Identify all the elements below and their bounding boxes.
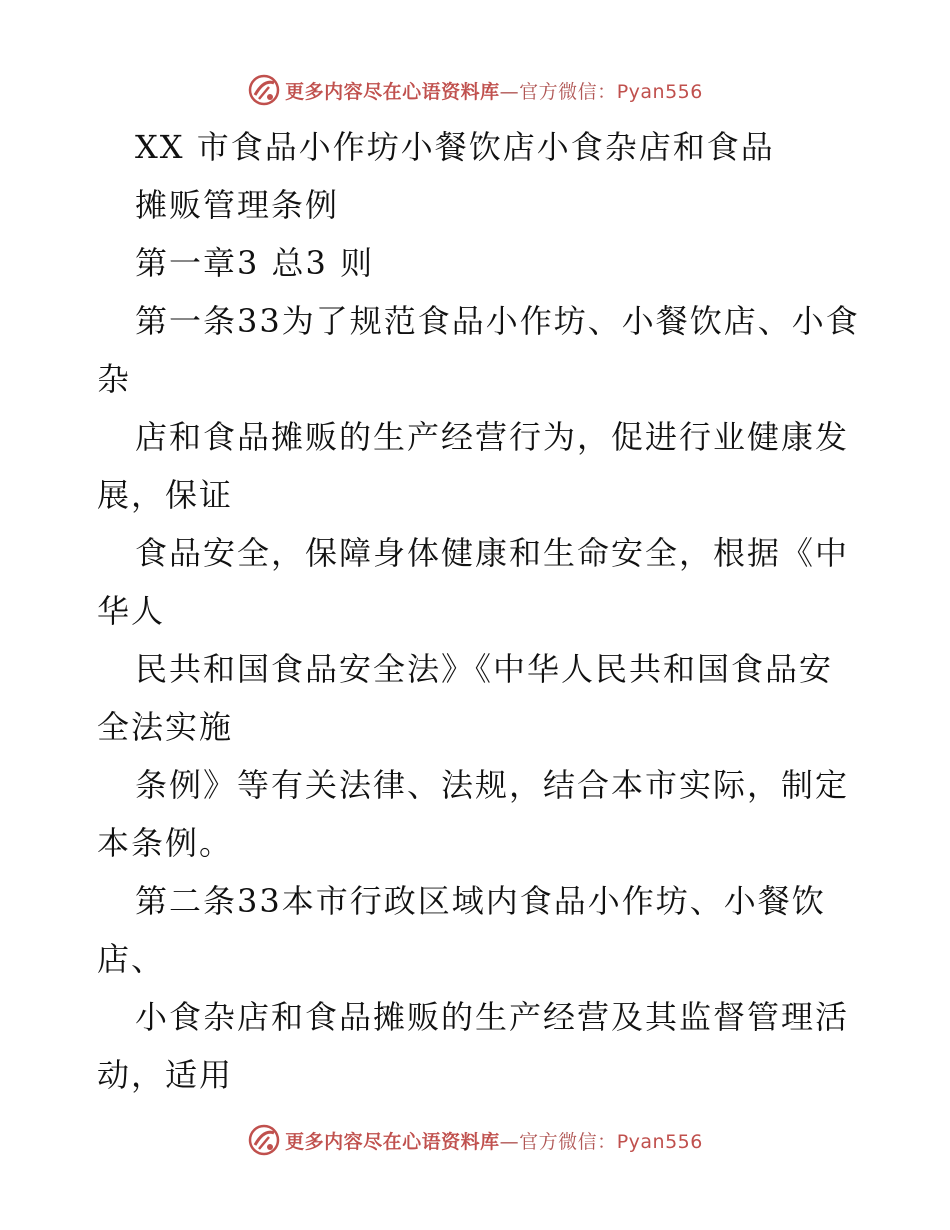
text-line: 展，保证 <box>97 476 234 514</box>
document-title-line-1: XX 市食品小作坊小餐饮店小食杂店和食品 <box>135 128 775 166</box>
document-body <box>0 118 950 1104</box>
brand-logo-icon <box>247 73 281 107</box>
text-line: 华人 <box>97 592 166 630</box>
watermark-id: Pyan556 <box>616 1130 703 1153</box>
text-line: 第一条33为了规范食品小作坊、小餐饮店、小食 <box>135 302 860 340</box>
text-line: 店和食品摊贩的生产经营行为，促进行业健康发 <box>135 418 850 456</box>
watermark-text <box>285 1127 703 1154</box>
text-line: 小食杂店和食品摊贩的生产经营及其监督管理活 <box>135 998 850 1036</box>
text-line: 第二条33本市行政区域内食品小作坊、小餐饮 <box>135 882 826 920</box>
brand-logo-icon <box>247 1123 281 1157</box>
text-line: 店、 <box>97 940 166 978</box>
watermark-official: 官方微信： <box>519 1130 617 1153</box>
watermark-official: 官方微信： <box>519 80 617 103</box>
text-line: 全法实施 <box>97 708 234 746</box>
text-line: 本条例。 <box>97 824 234 862</box>
document-title-line-2: 摊贩管理条例 <box>135 186 340 224</box>
watermark-main: 更多内容尽在心语资料库 <box>285 80 500 103</box>
text-line: 条例》等有关法律、法规，结合本市实际，制定 <box>135 766 850 804</box>
text-line: 民共和国食品安全法》《中华人民共和国食品安 <box>135 650 834 688</box>
text-line: 杂 <box>97 360 132 398</box>
text-line: 动，适用 <box>97 1056 234 1094</box>
watermark-banner-top <box>0 70 950 110</box>
watermark-main: 更多内容尽在心语资料库 <box>285 1130 500 1153</box>
chapter-heading: 第一章3 总3 则 <box>135 244 375 282</box>
text-line: 食品安全，保障身体健康和生命安全，根据《中 <box>135 534 850 572</box>
watermark-text <box>285 77 703 104</box>
watermark-banner-bottom <box>0 1120 950 1160</box>
watermark-id: Pyan556 <box>616 80 703 103</box>
watermark-dash: — <box>499 1130 520 1153</box>
watermark-dash: — <box>499 80 520 103</box>
